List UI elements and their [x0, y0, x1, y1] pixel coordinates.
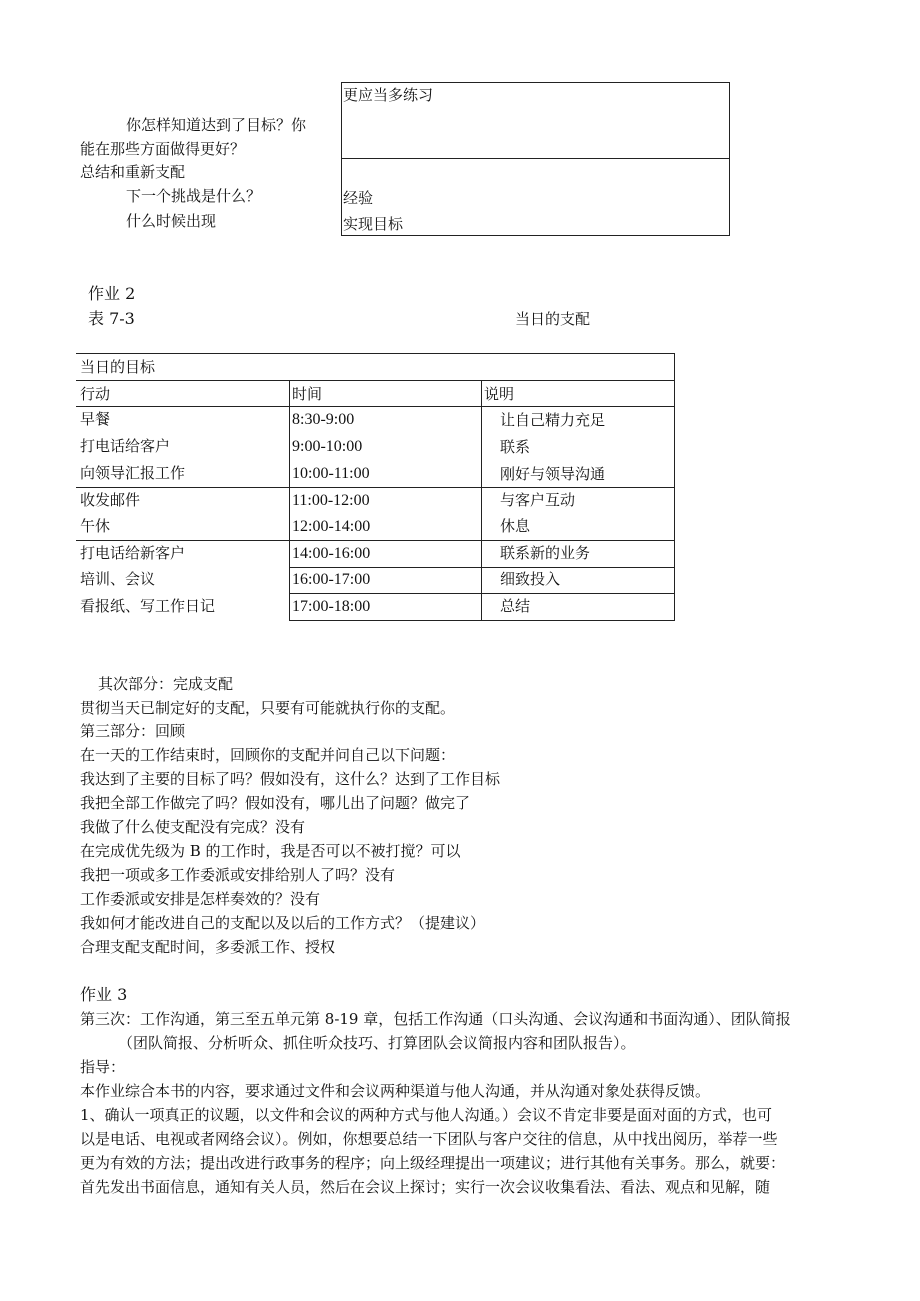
table-top-line: [76, 353, 675, 354]
answer-box: [341, 82, 730, 236]
row-4-time: 11:00-12:00: [292, 492, 370, 509]
row-4-note: 与客户互动: [500, 491, 576, 509]
body-line-10: 工作委派或安排是怎样奏效的？没有: [80, 890, 321, 908]
table-group-line-3: [289, 567, 675, 568]
body-line-3: 第三部分：回顾: [80, 722, 186, 740]
answer-box-divider: [341, 158, 730, 159]
table-group-line-1: [76, 487, 675, 488]
answer-row-1: 更应当多练习: [343, 86, 434, 104]
row-4-action: 收发邮件: [80, 491, 141, 509]
row-8-note: 总结: [500, 597, 531, 615]
question-line-2: 能在那些方面做得更好？: [80, 140, 246, 158]
row-2-time: 9:00-10:00: [292, 438, 363, 455]
table-col2-line: [289, 380, 290, 621]
table-bottom-line: [289, 620, 675, 621]
body-line-12: 合理支配支配时间，多委派工作、授权: [80, 938, 336, 956]
a3-line-6: 以是电话、电视或者网络会议）。例如，你想要总结一下团队与客户交往的信息，从中找出阅历，举荐一些: [80, 1130, 778, 1148]
row-7-action: 培训、会议: [80, 570, 156, 588]
row-2-note: 联系: [500, 438, 531, 456]
question-line-4: 下一个挑战是什么？: [126, 187, 262, 205]
table-col3-line: [481, 380, 482, 621]
body-line-4: 在一天的工作结束时，回顾你的支配并问自己以下问题：: [80, 746, 456, 764]
row-5-action: 午休: [80, 517, 111, 535]
a3-line-4: 本作业综合本书的内容，要求通过文件和会议两种渠道与他人沟通，并从沟通对象处获得反馈。: [80, 1082, 711, 1100]
a3-line-8: 首先发出书面信息，通知有关人员，然后在会议上探讨；实行一次会议收集看法、看法、观点和见解，随: [80, 1178, 771, 1196]
table-group-line-2: [76, 540, 675, 541]
body-line-5: 我达到了主要的目标了吗？假如没有，这什么？达到了工作目标: [80, 770, 501, 788]
table-group-line-4: [289, 593, 675, 594]
row-6-action: 打电话给新客户: [80, 544, 186, 562]
answer-row-2-line-2: 实现目标: [343, 215, 404, 233]
row-5-time: 12:00-14:00: [292, 518, 371, 535]
a3-line-2: （团队简报、分析听众、抓住听众技巧、打算团队会议简报内容和团队报告）。: [118, 1034, 636, 1052]
a3-line-5: 1、确认一项真正的议题，以文件和会议的两种方式与他人沟通。）会议不肯定非要是面对面的方式，也可: [80, 1106, 773, 1124]
row-2-action: 打电话给客户: [80, 437, 171, 455]
row-3-note: 刚好与领导沟通: [500, 465, 606, 483]
assignment-3-heading: 作业 3: [80, 985, 128, 1004]
goal-label: 当日的目标: [80, 358, 156, 376]
table-label: 表 7-3: [88, 309, 135, 328]
table-goal-line: [76, 380, 675, 381]
row-8-time: 17:00-18:00: [292, 598, 371, 615]
body-line-11: 我如何才能改进自己的支配以及以后的工作方式？（提建议）: [80, 914, 486, 932]
table-title: 当日的支配: [515, 310, 591, 328]
row-1-action: 早餐: [80, 410, 111, 428]
body-line-9: 我把一项或多工作委派或安排给别人了吗？没有: [80, 866, 396, 884]
row-6-note: 联系新的业务: [500, 544, 591, 562]
row-3-action: 向领导汇报工作: [80, 464, 186, 482]
body-line-7: 我做了什么使支配没有完成？没有: [80, 818, 306, 836]
row-7-note: 细致投入: [500, 570, 561, 588]
header-action: 行动: [80, 385, 111, 403]
table-header-line: [76, 406, 675, 407]
question-line-1: 你怎样知道达到了目标？你: [126, 116, 307, 134]
body-line-6: 我把全部工作做完了吗？假如没有，哪儿出了问题？做完了: [80, 794, 471, 812]
assignment-2-heading: 作业 2: [88, 284, 136, 303]
row-7-time: 16:00-17:00: [292, 571, 371, 588]
header-time: 时间: [292, 385, 323, 403]
question-line-5: 什么时候出现: [126, 212, 217, 230]
row-1-time: 8:30-9:00: [292, 411, 355, 428]
header-note: 说明: [484, 385, 515, 403]
row-1-note: 让自己精力充足: [500, 411, 606, 429]
answer-row-2-line-1: 经验: [343, 189, 374, 207]
body-line-2: 贯彻当天已制定好的支配，只要有可能就执行你的支配。: [80, 699, 456, 717]
row-5-note: 休息: [500, 517, 531, 535]
row-8-action: 看报纸、写工作日记: [80, 597, 216, 615]
body-line-8: 在完成优先级为 B 的工作时，我是否可以不被打搅？可以: [80, 842, 461, 860]
question-line-3: 总结和重新支配: [80, 163, 186, 181]
row-3-time: 10:00-11:00: [292, 465, 370, 482]
a3-line-7: 更为有效的方法；提出改进行政事务的程序；向上级经理提出一项建议；进行其他有关事务。那么，就要：: [80, 1154, 786, 1172]
row-6-time: 14:00-16:00: [292, 545, 371, 562]
a3-line-3: 指导：: [80, 1058, 126, 1076]
body-line-1: 其次部分：完成支配: [98, 675, 234, 693]
a3-line-1: 第三次：工作沟通，第三至五单元第 8-19 章，包括工作沟通（口头沟通、会议沟通和书面沟通）、团队简报: [80, 1010, 791, 1028]
